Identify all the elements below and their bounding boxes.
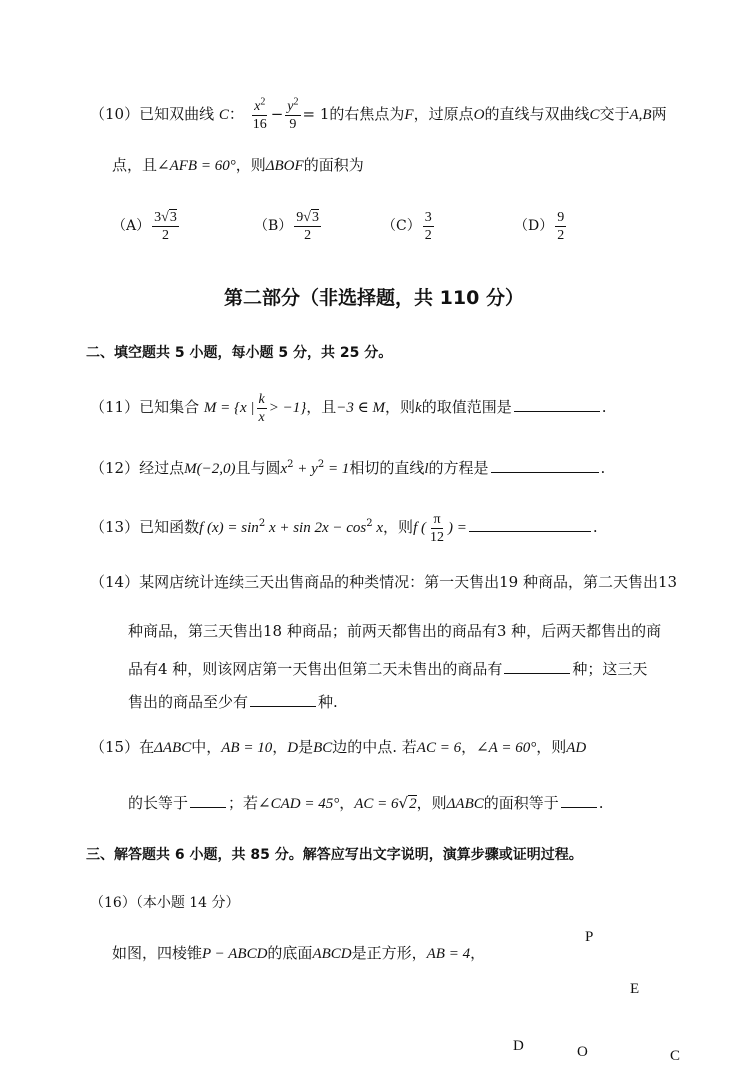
q10-number: （10） bbox=[90, 105, 140, 123]
q14-line4: 售出的商品至少有 种. bbox=[128, 690, 338, 712]
option-c: （C） $\frac{3}{2}$ bbox=[382, 209, 432, 243]
frac-x2-16: $\frac{x^2}{16}$ bbox=[252, 95, 267, 132]
q10-line1: （10）已知双曲线 C： $\frac{x^2}{16}$ − $\frac{y^2}{9}$ = 1的右焦点为F，过原点O的直线与双曲线C交于A,B两 bbox=[90, 95, 667, 132]
figure-label-d: D bbox=[513, 1038, 524, 1054]
section3-title: 三、解答题共 6 小题，共 85 分。解答应写出文字说明，演算步骤或证明过程。 bbox=[86, 847, 583, 863]
q12-answer-blank[interactable] bbox=[491, 456, 599, 473]
frac-y2-9: $\frac{y^2}{9}$ bbox=[287, 95, 299, 132]
figure-label-p: P bbox=[585, 929, 594, 945]
q14-answer-blank-1[interactable] bbox=[504, 657, 570, 674]
figure-label-c: C bbox=[670, 1048, 681, 1064]
option-b: （B） $\frac{9√3}{2}$ bbox=[254, 209, 319, 243]
q11-answer-blank[interactable] bbox=[514, 395, 600, 412]
option-a: （A） $\frac{3√3}{2}$ bbox=[112, 209, 177, 243]
q15-answer-blank-1[interactable] bbox=[190, 791, 226, 808]
q15-line1: （15）在ΔABC中，AB = 10，D是BC边的中点. 若AC = 6，∠A = 60°，则AD bbox=[90, 738, 587, 756]
section2-title: 二、填空题共 5 小题，每小题 5 分，共 25 分。 bbox=[86, 345, 393, 361]
q10-line2: 点，且∠AFB = 60°，则ΔBOF的面积为 bbox=[112, 156, 364, 174]
q12: （12）经过点M(−2,0)且与圆$x^2 + y^2 = 1$相切的直线l的方程是 . bbox=[90, 456, 605, 479]
q16-line1: 如图，四棱锥P − ABCD的底面ABCD是正方形，AB = 4， bbox=[112, 944, 486, 962]
q13-answer-blank[interactable] bbox=[469, 515, 591, 532]
q11: （11）已知集合 M = {x | $\frac{k}{x}$ > −1}，且−3 ∈ M，则k的取值范围是 . bbox=[90, 391, 607, 425]
figure-label-e: E bbox=[630, 981, 640, 997]
q16-number: （16）（本小题 14 分） bbox=[90, 895, 240, 911]
q14-answer-blank-2[interactable] bbox=[250, 690, 316, 707]
part2-title: 第二部分（非选择题，共 110 分） bbox=[224, 287, 524, 309]
q15-answer-blank-2[interactable] bbox=[561, 791, 597, 808]
q13: （13）已知函数f $(x) = \sin^2 x + \sin 2x - \cos^2 x$，则f ( $\frac{\pi}{12}$ ) = . bbox=[90, 511, 598, 545]
option-d: （D） $\frac{9}{2}$ bbox=[514, 209, 565, 243]
q15-line2: 的长等于 ；若∠CAD = 45°，AC = 6√2，则ΔABC的面积等于 . bbox=[128, 791, 604, 814]
figure-label-o: O bbox=[577, 1044, 588, 1060]
q14-line1: （14）某网店统计连续三天出售商品的种类情况：第一天售出19 种商品，第二天售出13 bbox=[90, 573, 678, 591]
q14-line2: 种商品，第三天售出18 种商品；前两天都售出的商品有3 种，后两天都售出的商 bbox=[128, 622, 662, 640]
q14-line3: 品有4 种，则该网店第一天售出但第二天未售出的商品有 种；这三天 bbox=[128, 657, 647, 679]
